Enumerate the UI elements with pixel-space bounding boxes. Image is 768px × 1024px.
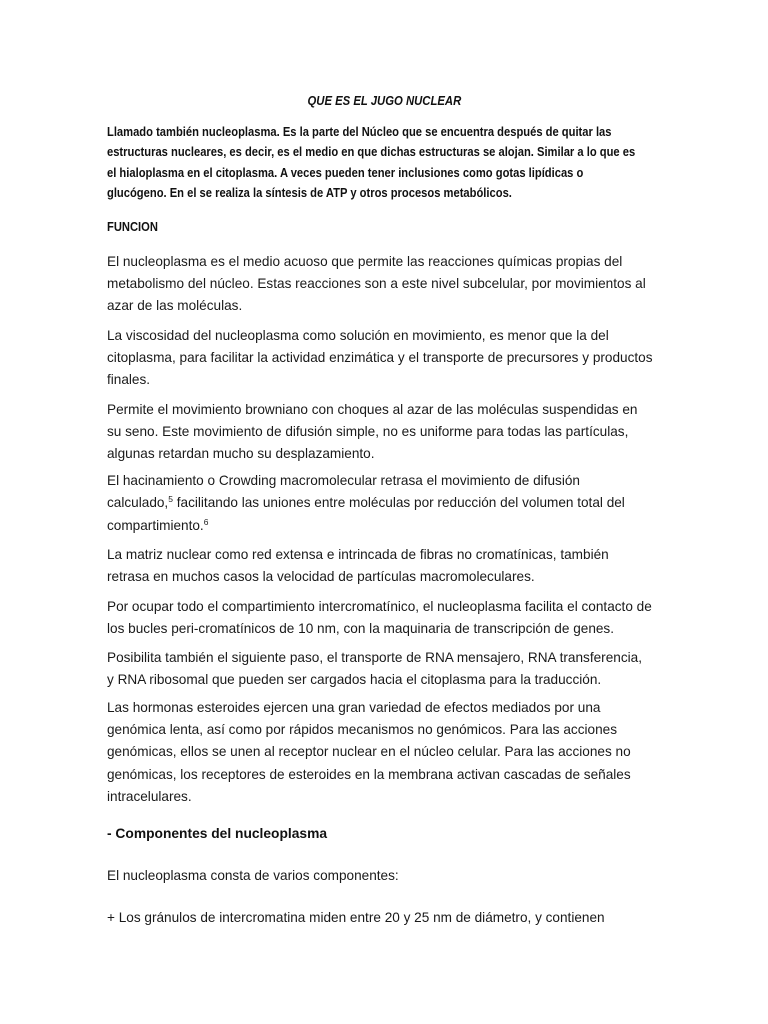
section-heading-componentes: - Componentes del nucleoplasma bbox=[107, 826, 328, 841]
paragraph-line: azar de las moléculas. bbox=[107, 298, 243, 314]
section-heading-funcion-text: FUNCION bbox=[107, 219, 158, 234]
body-paragraph bbox=[107, 596, 652, 640]
section-heading-funcion bbox=[107, 217, 166, 237]
paragraph-text: facilitando las uniones entre moléculas por reducción del volumen total del bbox=[172, 495, 625, 511]
paragraph-line: genómica lenta, así como por rápidos mecanismos no genómicos. Para las acciones bbox=[107, 722, 618, 738]
paragraph-line: y RNA ribosomal que pueden ser cargados hacia el citoplasma para la traducción. bbox=[107, 672, 602, 688]
paragraph-line: los bucles peri-cromatínicos de 10 nm, con la maquinaria de transcripción de genes. bbox=[107, 621, 615, 637]
paragraph-line: Por ocupar todo el compartimiento intercromatínico, el nucleoplasma facilita el contacto de bbox=[107, 599, 652, 614]
paragraph-line: El nucleoplasma consta de varios componentes: bbox=[107, 868, 399, 883]
body-paragraph bbox=[107, 697, 631, 808]
paragraph-line: La viscosidad del nucleoplasma como solución en movimiento, es menor que la del bbox=[107, 328, 609, 343]
body-paragraph bbox=[107, 647, 642, 691]
paragraph-text: calculado, bbox=[107, 495, 169, 511]
paragraph-line: Permite el movimiento browniano con choques al azar de las moléculas suspendidas en bbox=[107, 402, 638, 417]
paragraph-line: metabolismo del núcleo. Estas reacciones son a este nivel subcelular, por movimientos al bbox=[107, 276, 646, 292]
paragraph-line: algunas retardan mucho su desplazamiento. bbox=[107, 446, 375, 462]
paragraph-line: Posibilita también el siguiente paso, el transporte de RNA mensajero, RNA transferencia, bbox=[107, 650, 642, 665]
paragraph-line: citoplasma, para facilitar la actividad enzimática y el transporte de precursores y productos bbox=[107, 350, 653, 366]
body-paragraph bbox=[107, 399, 637, 466]
intro-line: estructuras nucleares, es decir, es el medio en que dichas estructuras se alojan. Similar a lo que es bbox=[107, 144, 636, 160]
paragraph-line: genómicas, los receptores de esteroides en la membrana activan cascadas de señales bbox=[107, 766, 631, 782]
paragraph-line: finales. bbox=[107, 372, 151, 388]
intro-line: el hialoplasma en el citoplasma. A veces pueden tener inclusiones como gotas lipídicas o bbox=[107, 164, 584, 180]
superscript-citation: 5 bbox=[168, 494, 173, 505]
paragraph-line: su seno. Este movimiento de difusión simple, no es uniforme para todas las partículas, bbox=[107, 424, 629, 440]
body-paragraph bbox=[107, 544, 609, 588]
paragraph-line: Las hormonas esteroides ejercen una gran variedad de efectos mediados por una bbox=[107, 700, 601, 715]
list-item-text: + Los gránulos de intercromatina miden entre 20 y 25 nm de diámetro, y contienen bbox=[107, 910, 605, 925]
document-title-text: QUE ES EL JUGO NUCLEAR bbox=[307, 93, 461, 108]
body-paragraph bbox=[107, 470, 625, 539]
paragraph-line: intracelulares. bbox=[107, 788, 192, 804]
document-title bbox=[0, 93, 768, 109]
list-item bbox=[107, 907, 605, 929]
paragraph-line: El hacinamiento o Crowding macromolecular retrasa el movimiento de difusión bbox=[107, 473, 580, 488]
superscript-citation: 6 bbox=[203, 517, 209, 528]
body-paragraph bbox=[107, 325, 653, 392]
intro-paragraph bbox=[107, 122, 721, 203]
paragraph-line: genómicas, ellos se unen al receptor nuclear en el núcleo celular. Para las acciones no bbox=[107, 744, 631, 760]
intro-line: glucógeno. En el se realiza la síntesis de ATP y otros procesos metabólicos. bbox=[107, 184, 512, 200]
paragraph-line bbox=[107, 515, 625, 538]
paragraph-line: La matriz nuclear como red extensa e intrincada de fibras no cromatínicas, también bbox=[107, 547, 609, 562]
intro-line: Llamado también nucleoplasma. Es la parte del Núcleo que se encuentra después de quitar las bbox=[107, 124, 612, 139]
paragraph-text: compartimiento. bbox=[107, 518, 204, 534]
paragraph-line: retrasa en muchos casos la velocidad de partículas macromoleculares. bbox=[107, 569, 535, 585]
body-paragraph bbox=[107, 251, 646, 318]
list-intro-text bbox=[107, 865, 399, 887]
paragraph-line: El nucleoplasma es el medio acuoso que permite las reacciones químicas propias del bbox=[107, 254, 623, 269]
paragraph-line bbox=[107, 492, 625, 515]
